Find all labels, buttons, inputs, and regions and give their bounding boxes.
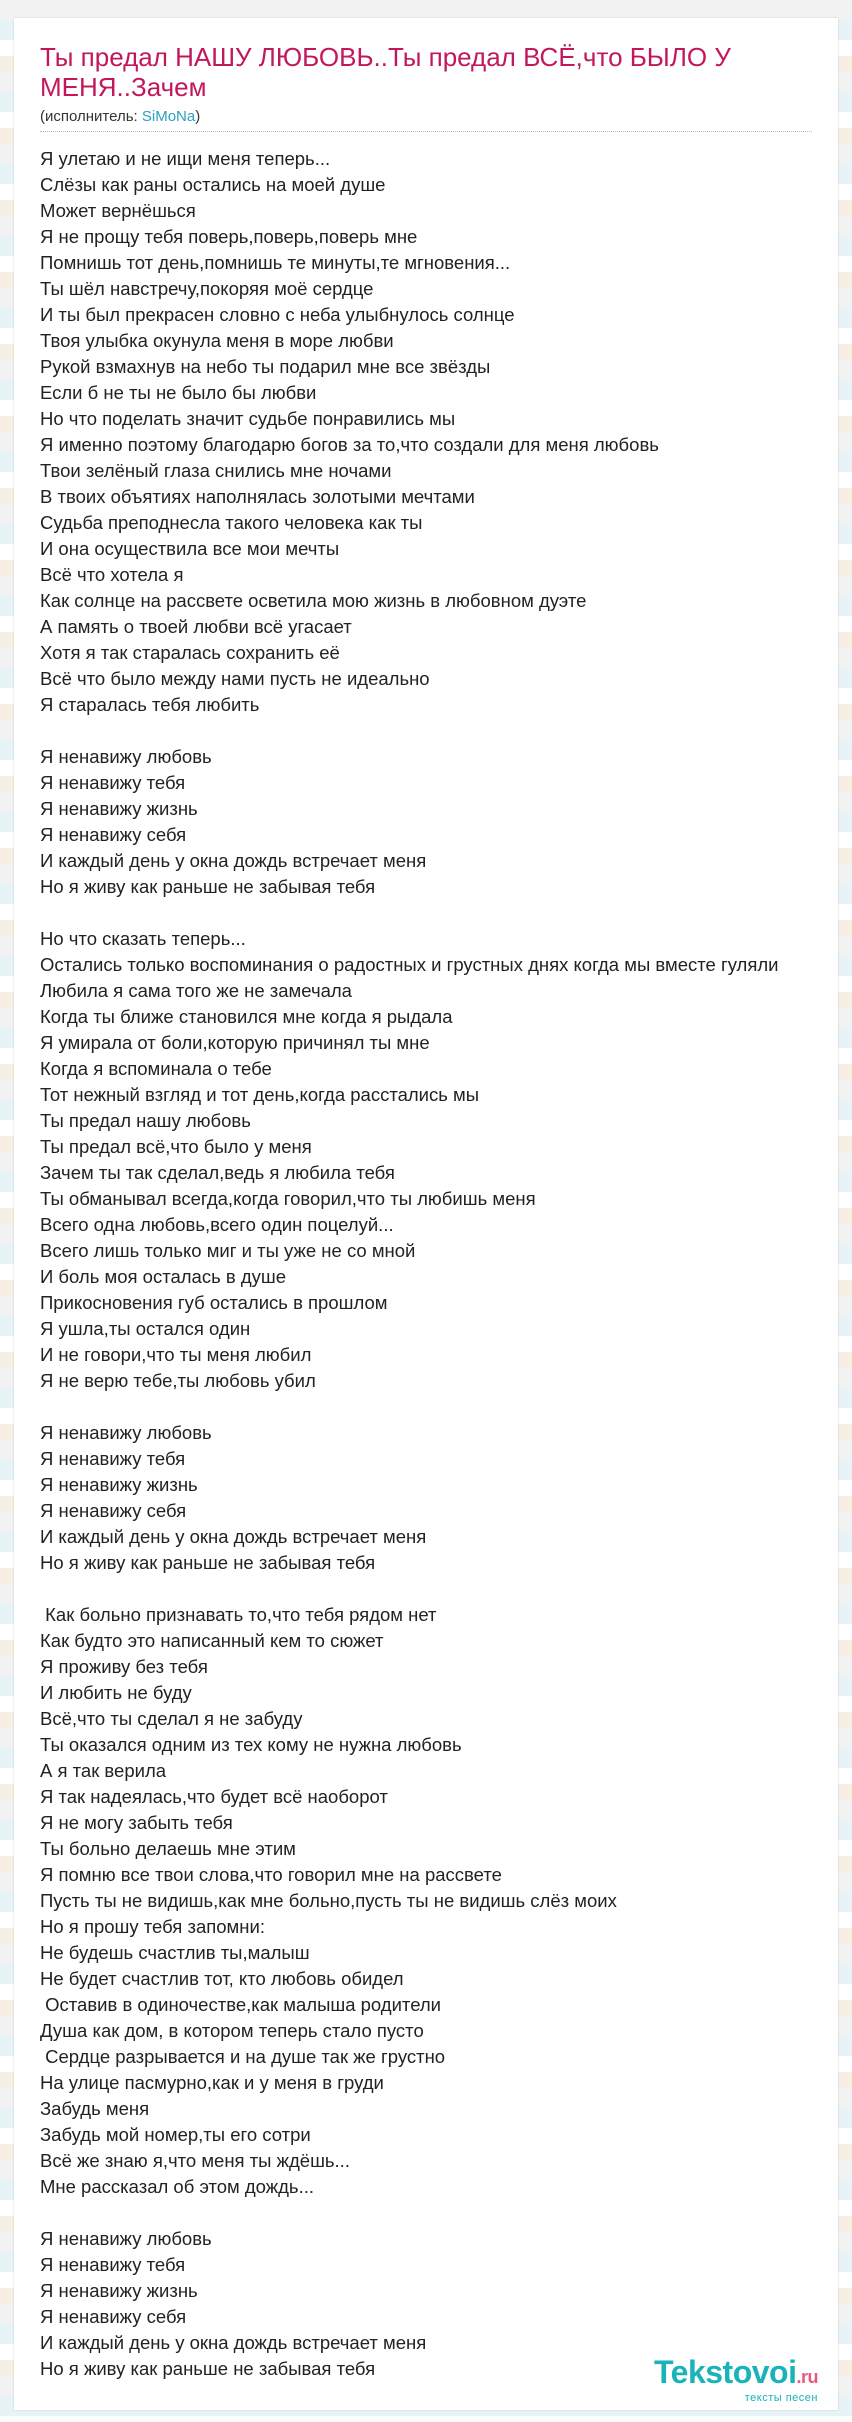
lyric-line: Но я живу как раньше не забывая тебя [40, 2358, 376, 2379]
lyric-line: Пусть ты не видишь,как мне больно,пусть ты не видишь слёз моих [40, 1890, 617, 1911]
lyric-line: Когда ты ближе становился мне когда я рыдала [40, 1006, 453, 1027]
lyric-line: Ты оказался одним из тех кому не нужна любовь [40, 1734, 462, 1755]
lyric-line: Я ненавижу любовь [40, 746, 212, 767]
lyric-line [40, 718, 838, 744]
lyric-line: Но что сказать теперь... [40, 928, 246, 949]
lyric-line: Я именно поэтому благодарю богов за то,что создали для меня любовь [40, 434, 659, 455]
lyric-line: Я проживу без тебя [40, 1656, 208, 1677]
lyric-line: И боль моя осталась в душе [40, 1266, 287, 1287]
lyric-line: Ты шёл навстречу,покоряя моё сердце [40, 278, 374, 299]
lyric-line: Я ненавижу тебя [40, 1448, 186, 1469]
lyric-line: В твоих объятиях наполнялась золотыми мечтами [40, 486, 475, 507]
lyric-line: Всё что хотела я [40, 564, 184, 585]
lyric-line: Забудь меня [40, 2098, 150, 2119]
lyric-line: Не будешь счастлив ты,малыш [40, 1942, 310, 1963]
lyric-line: Но я живу как раньше не забывая тебя [40, 876, 376, 897]
lyric-line: Я не прощу тебя поверь,поверь,поверь мне [40, 226, 418, 247]
lyric-line: Твои зелёный глаза снились мне ночами [40, 460, 392, 481]
lyric-line: Мне рассказал об этом дождь... [40, 2176, 314, 2197]
lyric-line: Всего одна любовь,всего один поцелуй... [40, 1214, 394, 1235]
lyric-line: И она осуществила все мои мечты [40, 538, 340, 559]
lyric-line: На улице пасмурно,как и у меня в груди [40, 2072, 384, 2093]
lyric-line: Всё же знаю я,что меня ты ждёшь... [40, 2150, 350, 2171]
lyric-line: Я ушла,ты остался один [40, 1318, 251, 1339]
lyric-line: Я ненавижу жизнь [40, 2280, 198, 2301]
lyric-line: Я не могу забыть тебя [40, 1812, 233, 1833]
lyric-line: Остались только воспоминания о радостных и грустных днях когда мы вместе гуляли [40, 954, 779, 975]
lyric-line: Когда я вспоминала о тебе [40, 1058, 272, 1079]
lyric-line [40, 1576, 838, 1602]
lyric-line: Я умирала от боли,которую причинял ты мне [40, 1032, 430, 1053]
lyric-line [40, 1394, 838, 1420]
lyrics-text [40, 146, 838, 2382]
logo-name: Tekstovoi [653, 2354, 797, 2390]
song-title: Ты предал НАШУ ЛЮБОВЬ..Ты предал ВСЁ,что БЫЛО У МЕНЯ..Зачем [40, 42, 731, 102]
lyric-line: Как будто это написанный кем то сюжет [40, 1630, 384, 1651]
performer-prefix: (исполнитель: [40, 108, 142, 125]
lyric-line: Я старалась тебя любить [40, 694, 260, 715]
lyric-line: Я ненавижу жизнь [40, 1474, 198, 1495]
lyric-line: Я ненавижу тебя [40, 772, 186, 793]
lyric-line: И каждый день у окна дождь встречает меня [40, 2332, 427, 2353]
performer-suffix: ) [195, 108, 201, 125]
lyrics-card [14, 18, 838, 2410]
logo-tld: .ru [796, 2367, 818, 2387]
performer-line [40, 108, 838, 125]
lyric-line: Я ненавижу жизнь [40, 798, 198, 819]
lyric-line: Я помню все твои слова,что говорил мне на рассвете [40, 1864, 502, 1885]
lyric-line: Я не верю тебе,ты любовь убил [40, 1370, 316, 1391]
lyric-line: Может вернёшься [40, 200, 196, 221]
lyric-line: Хотя я так старалась сохранить её [40, 642, 340, 663]
lyric-line: И каждый день у окна дождь встречает меня [40, 1526, 427, 1547]
lyric-line: А я так верила [40, 1760, 167, 1781]
lyric-line: Как солнце на рассвете осветила мою жизнь в любовном дуэте [40, 590, 587, 611]
lyric-line: Всё,что ты сделал я не забуду [40, 1708, 303, 1729]
lyric-line [40, 2200, 838, 2226]
lyric-line: Но я прошу тебя запомни: [40, 1916, 265, 1937]
lyric-line: Ты обманывал всегда,когда говорил,что ты любишь меня [40, 1188, 536, 1209]
lyric-line: Забудь мой номер,ты его сотри [40, 2124, 311, 2145]
lyric-line: Твоя улыбка окунула меня в море любви [40, 330, 394, 351]
logo-tagline: тексты песен [744, 2392, 818, 2404]
site-logo[interactable] [654, 2355, 818, 2404]
artist-link[interactable]: SiMoNa [141, 108, 196, 125]
lyric-line: И любить не буду [40, 1682, 192, 1703]
lyric-line: Рукой взмахнув на небо ты подарил мне все звёзды [40, 356, 491, 377]
lyric-line: Я ненавижу любовь [40, 2228, 212, 2249]
lyric-line: Помнишь тот день,помнишь те минуты,те мгновения... [40, 252, 511, 273]
lyric-line: Душа как дом, в котором теперь стало пусто [40, 2020, 424, 2041]
lyric-line: Ты больно делаешь мне этим [40, 1838, 296, 1859]
lyric-line: Всё что было между нами пусть не идеально [40, 668, 430, 689]
lyric-line: Как больно признавать то,что тебя рядом нет [40, 1604, 437, 1625]
lyric-line: Оставив в одиночестве,как малыша родители [40, 1994, 442, 2015]
lyric-line: Сердце разрывается и на душе так же грустно [40, 2046, 446, 2067]
lyric-line: Я ненавижу тебя [40, 2254, 186, 2275]
lyric-line: Я ненавижу себя [40, 1500, 187, 1521]
lyric-line: Если б не ты не было бы любви [40, 382, 317, 403]
lyric-line: Я так надеялась,что будет всё наоборот [40, 1786, 388, 1807]
lyric-line: Я улетаю и не ищи меня теперь... [40, 148, 331, 169]
lyric-line: И ты был прекрасен словно с неба улыбнулось солнце [40, 304, 515, 325]
lyric-line: И не говори,что ты меня любил [40, 1344, 312, 1365]
lyric-line: Но что поделать значит судьбе понравились мы [40, 408, 456, 429]
lyric-line: Ты предал всё,что было у меня [40, 1136, 312, 1157]
lyric-line: Прикосновения губ остались в прошлом [40, 1292, 388, 1313]
lyric-line: И каждый день у окна дождь встречает меня [40, 850, 427, 871]
lyric-line: Но я живу как раньше не забывая тебя [40, 1552, 376, 1573]
lyric-line [40, 900, 838, 926]
lyric-line: Зачем ты так сделал,ведь я любила тебя [40, 1162, 395, 1183]
title-divider [40, 131, 812, 132]
lyric-line: Я ненавижу себя [40, 824, 187, 845]
lyric-line: А память о твоей любви всё угасает [40, 616, 352, 637]
lyric-line: Не будет счастлив тот, кто любовь обидел [40, 1968, 404, 1989]
lyric-line: Судьба преподнесла такого человека как ты [40, 512, 423, 533]
lyric-line: Тот нежный взгляд и тот день,когда расстались мы [40, 1084, 480, 1105]
lyric-line: Слёзы как раны остались на моей душе [40, 174, 386, 195]
lyric-line: Ты предал нашу любовь [40, 1110, 251, 1131]
lyric-line: Всего лишь только миг и ты уже не со мной [40, 1240, 416, 1261]
lyric-line: Я ненавижу себя [40, 2306, 187, 2327]
lyric-line: Я ненавижу любовь [40, 1422, 212, 1443]
lyric-line: Любила я сама того же не замечала [40, 980, 352, 1001]
